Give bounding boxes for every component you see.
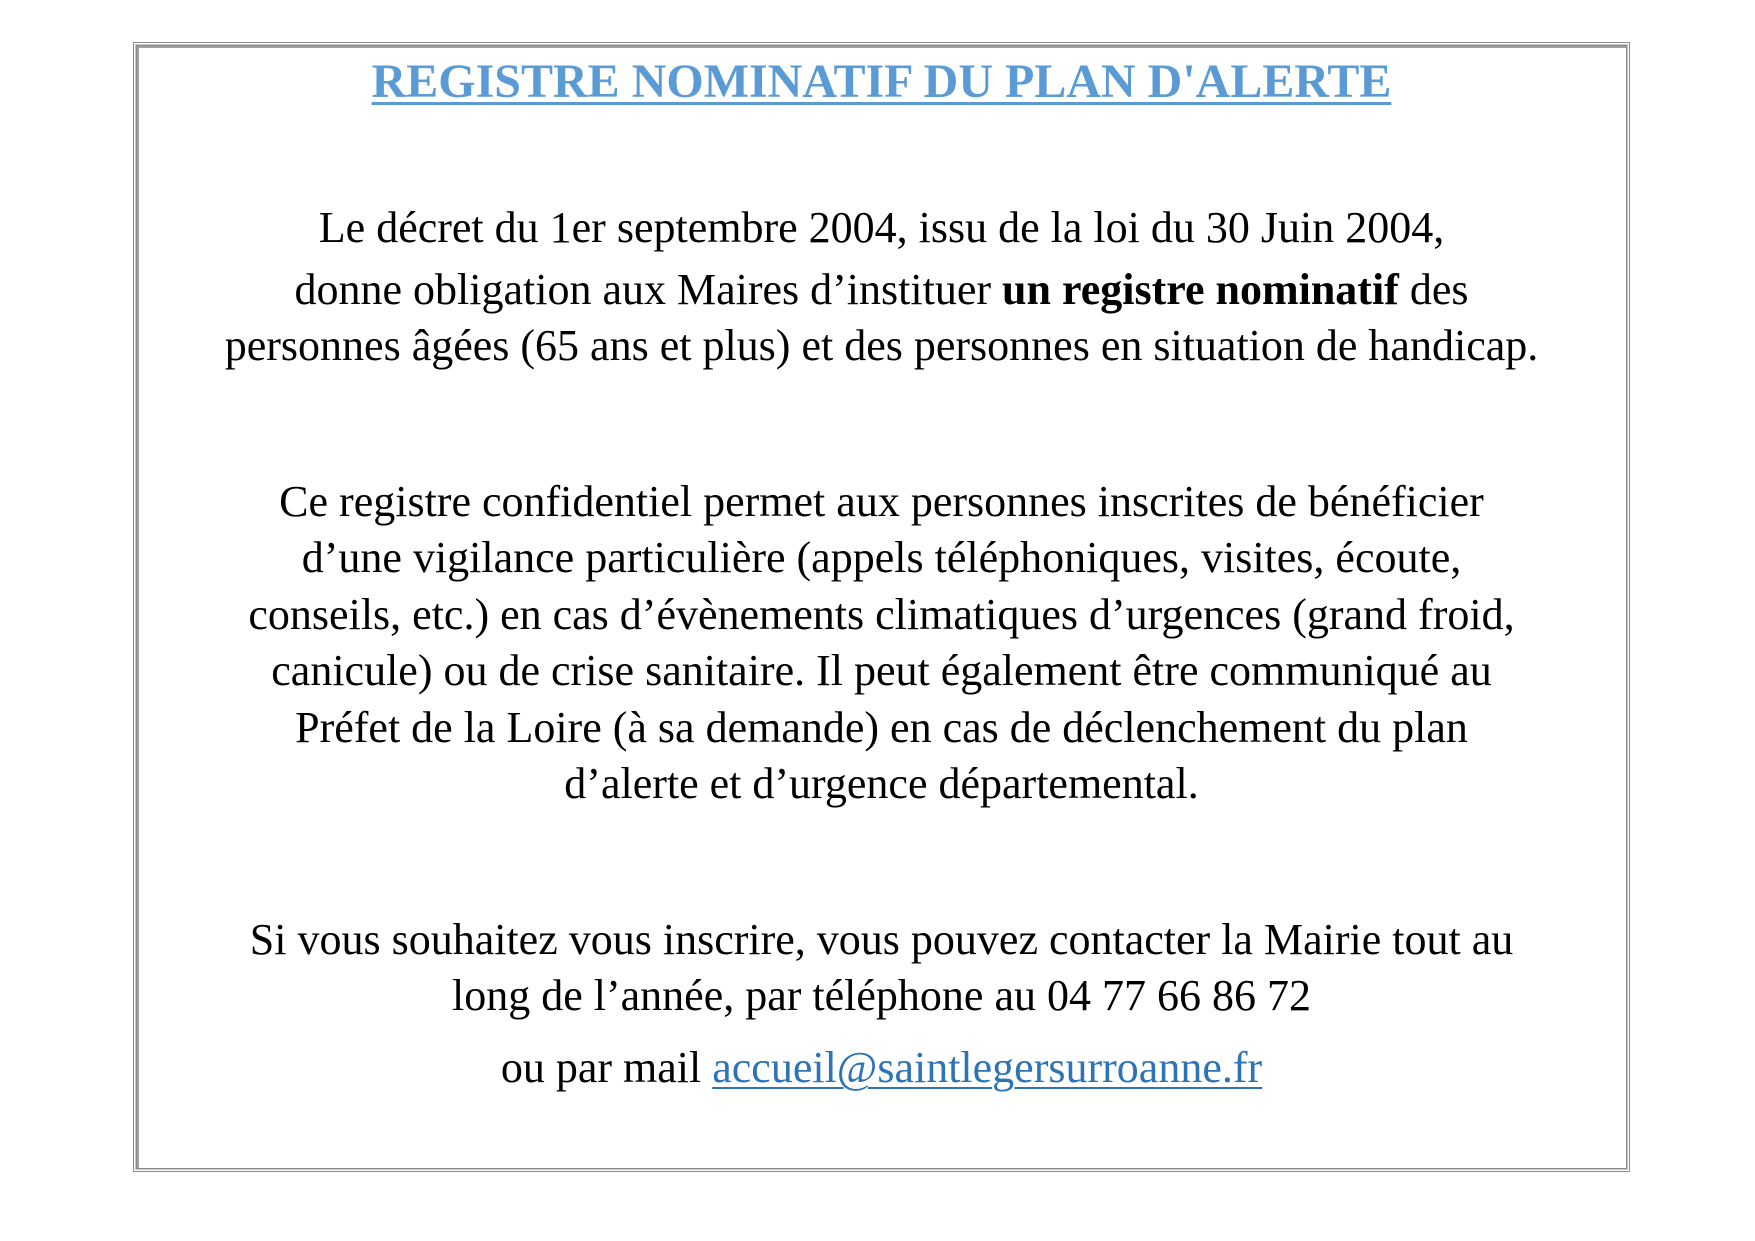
- paragraph1-line2-end: des: [1398, 265, 1469, 314]
- paragraph3-line3: [137, 1040, 1626, 1096]
- paragraph3-line1: Si vous souhaitez vous inscrire, vous pouvez contacter la Mairie tout au: [249, 915, 1514, 964]
- paragraph1-line2: [137, 262, 1626, 318]
- paragraph2-line4: canicule) ou de crise sanitaire. Il peut également être communiqué au: [271, 646, 1492, 695]
- paragraph2-line6: d’alerte et d’urgence départemental.: [564, 759, 1199, 808]
- paragraph2-line3: conseils, etc.) en cas d’évènements climatiques d’urgences (grand froid,: [248, 590, 1515, 639]
- paragraph3-line2: long de l’année, par téléphone au 04 77 66 86 72: [452, 971, 1311, 1020]
- paragraph2-line2: d’une vigilance particulière (appels téléphoniques, visites, écoute,: [301, 533, 1462, 582]
- email-link[interactable]: accueil@saintlegersurroanne.fr: [712, 1043, 1263, 1092]
- paragraph2-line5: Préfet de la Loire (à sa demande) en cas de déclenchement du plan: [295, 703, 1468, 752]
- paragraph1-line3: personnes âgées (65 ans et plus) et des personnes en situation de handicap.: [224, 321, 1539, 370]
- paragraph2-line1: Ce registre confidentiel permet aux personnes inscrites de bénéficier: [279, 477, 1484, 526]
- paragraph1-line1: Le décret du 1er septembre 2004, issu de la loi du 30 Juin 2004,: [318, 203, 1445, 252]
- document-title: REGISTRE NOMINATIF DU PLAN D'ALERTE: [371, 55, 1392, 108]
- paragraph1-line2-start: donne obligation aux Maires d’instituer: [294, 265, 1003, 314]
- paragraph3-line3-start: ou par mail: [500, 1043, 713, 1092]
- document-frame: [133, 42, 1630, 1172]
- registre-nominatif-emphasis: un registre nominatif: [1002, 265, 1399, 314]
